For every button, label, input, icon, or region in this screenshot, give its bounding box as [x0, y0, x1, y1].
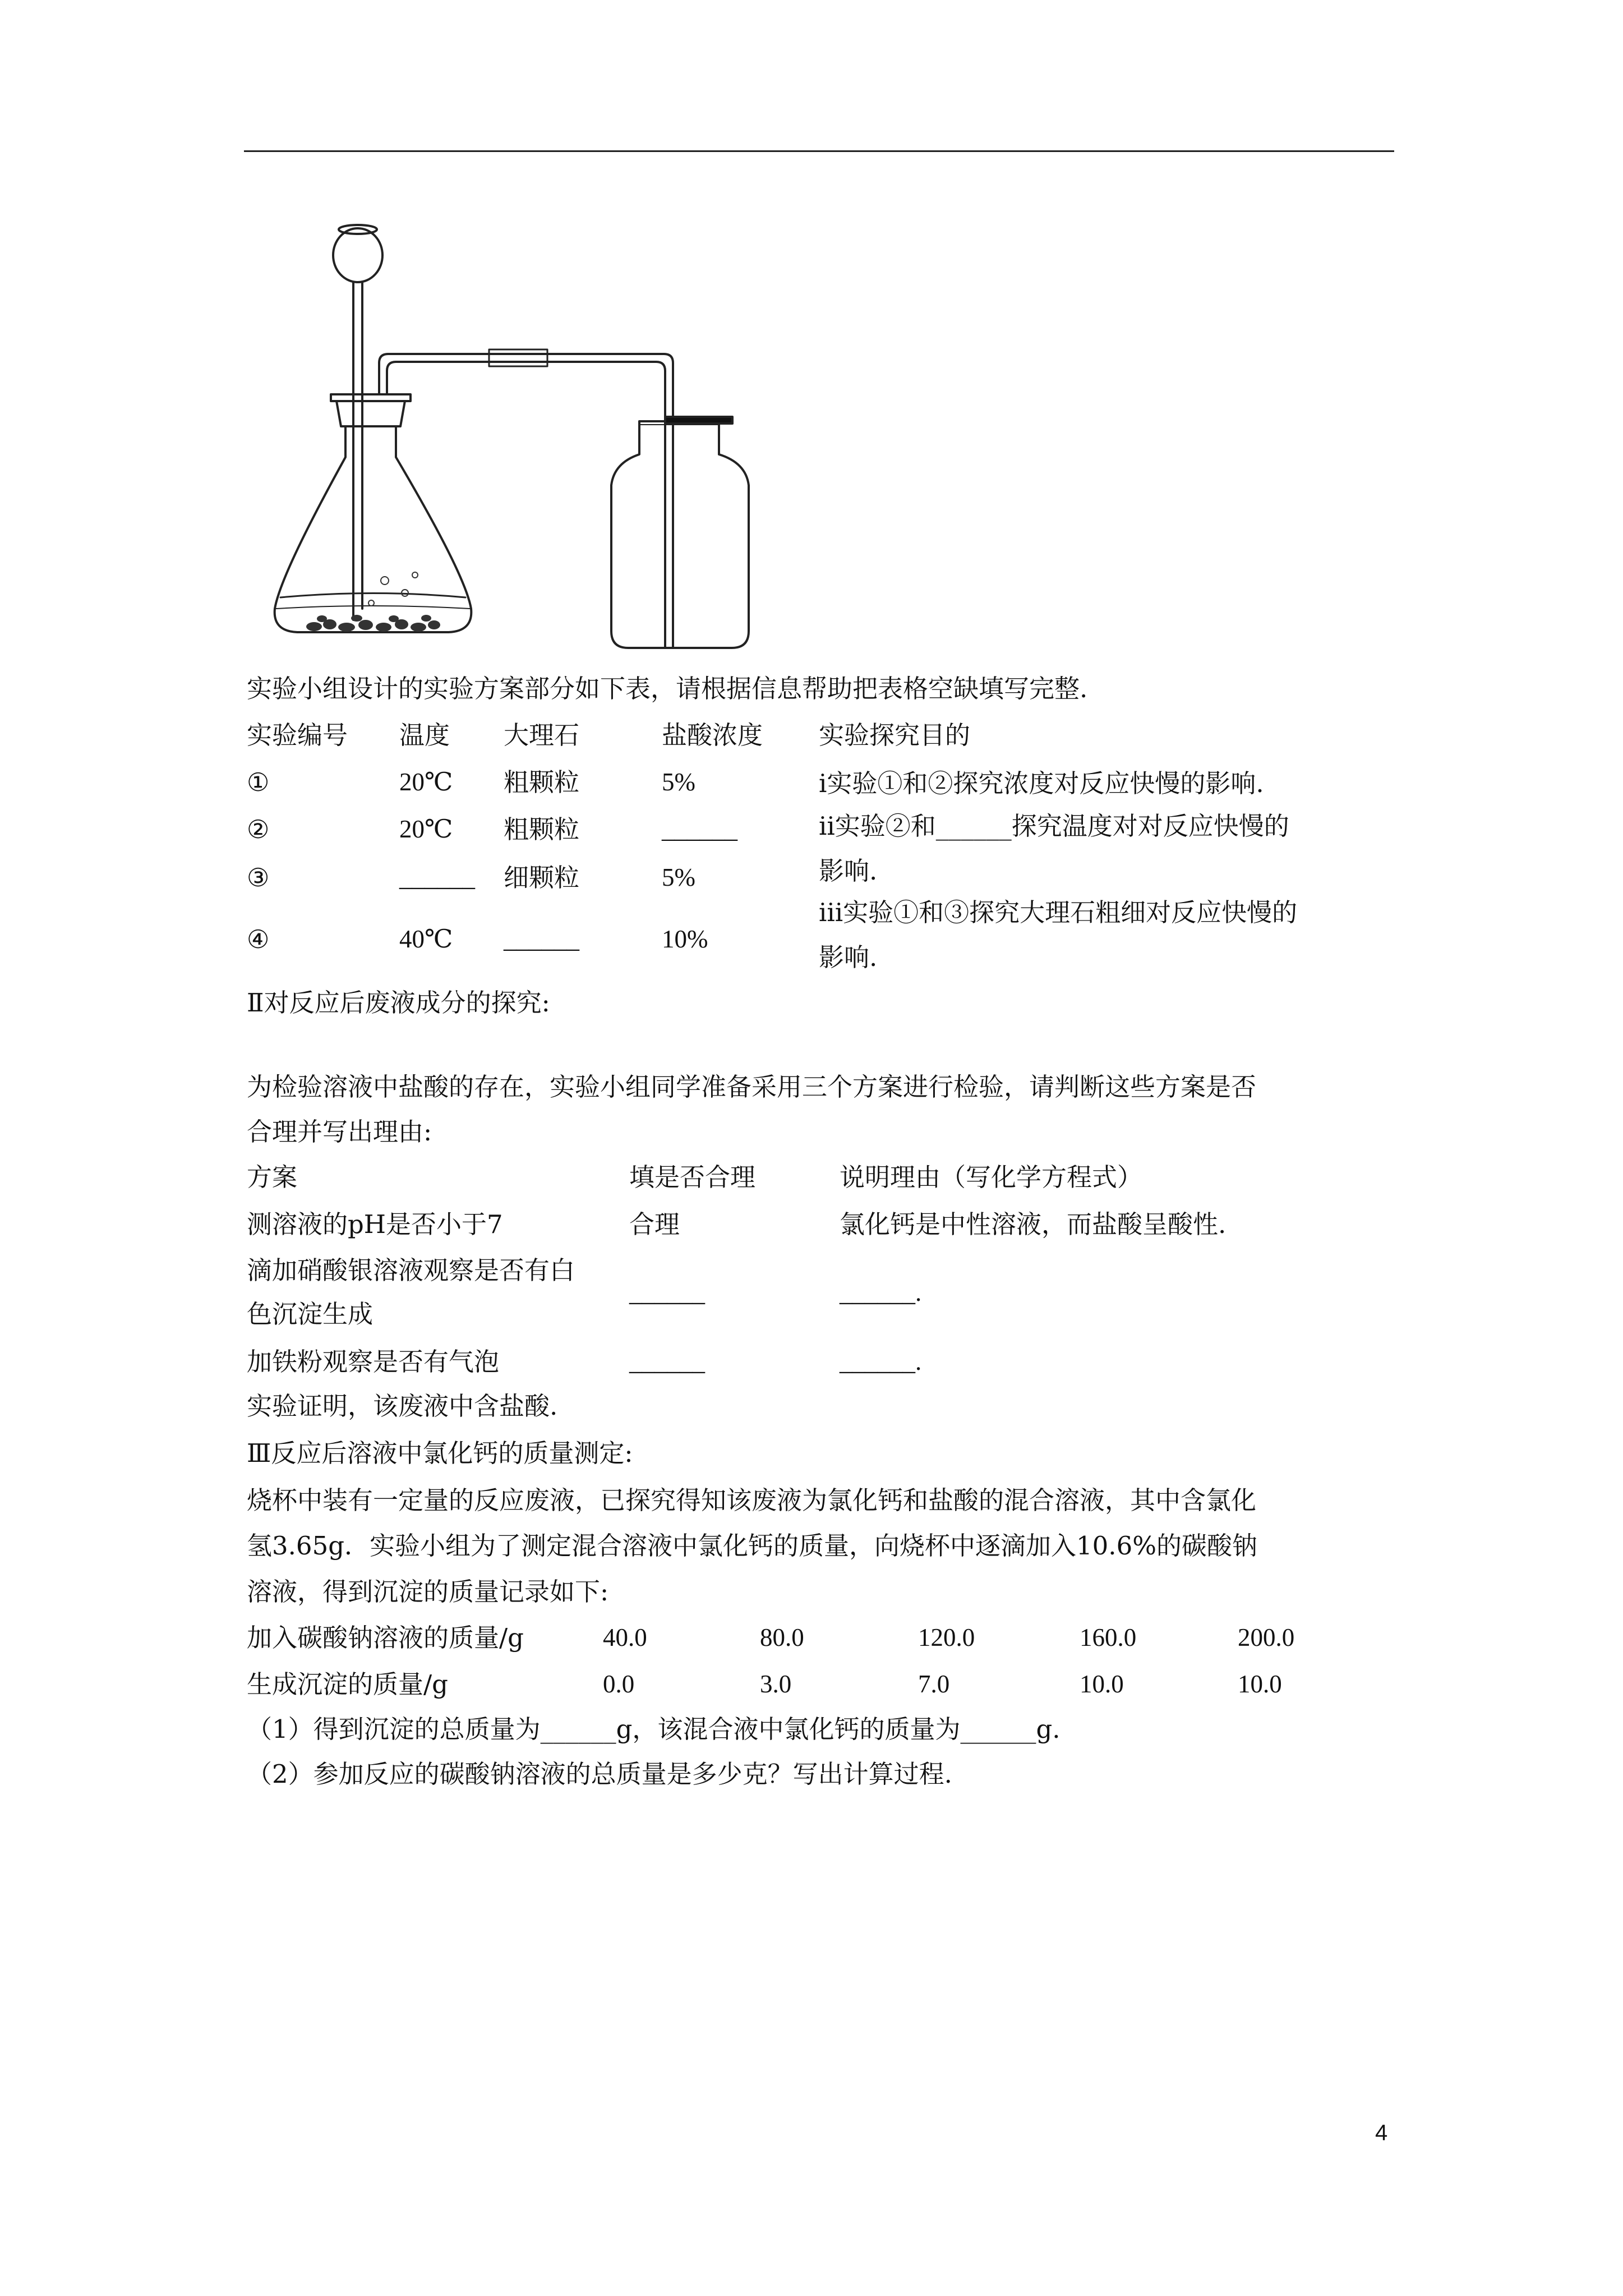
section2-header-valid: 填是否合理 — [629, 1162, 756, 1192]
bubbles-icon — [368, 572, 418, 606]
section2-row2-reason-blank[interactable]: ______. — [840, 1278, 922, 1306]
table1-row4-acid: 10% — [662, 925, 708, 953]
data-row2-value: 7.0 — [918, 1670, 950, 1698]
marble-chips-icon — [306, 615, 440, 632]
section2-intro-line2: 合理并写出理由: — [247, 1117, 432, 1147]
table1-intro: 实验小组设计的实验方案部分如下表，请根据信息帮助把表格空缺填写完整. — [247, 674, 1088, 703]
section2-row1-plan: 测溶液的pH是否小于7 — [247, 1209, 503, 1239]
data-row1-value: 40.0 — [603, 1623, 647, 1651]
table1-row4-id: ④ — [247, 924, 270, 954]
apparatus-diagram — [247, 216, 852, 654]
table1-row2-temp: 20℃ — [399, 815, 453, 843]
section2-row2-plan-line1: 滴加硝酸银溶液观察是否有白 — [247, 1255, 575, 1285]
section2-header-reason: 说明理由（写化学方程式） — [840, 1162, 1143, 1192]
data-row1-value: 80.0 — [760, 1623, 804, 1651]
table1-purpose-line2: ⅱ实验②和______探究温度对对反应快慢的 — [819, 811, 1289, 841]
section3-para-line3: 溶液，得到沉淀的质量记录如下: — [247, 1577, 609, 1607]
table1-row1-marble: 粗颗粒 — [504, 767, 580, 797]
section2-row1-valid: 合理 — [629, 1209, 680, 1239]
stopper-icon — [331, 394, 411, 426]
table1-header-acid: 盐酸浓度 — [662, 720, 763, 750]
table1-purpose-line1: ⅰ实验①和②探究浓度对反应快慢的影响. — [819, 769, 1264, 798]
header-rule — [244, 150, 1394, 152]
gas-jar-icon — [611, 421, 749, 648]
delivery-tube-icon — [379, 349, 673, 648]
table1-purpose-line5: 影响. — [819, 942, 878, 972]
section2-row3-reason-blank[interactable]: ______. — [840, 1347, 922, 1375]
section2-header-plan: 方案 — [247, 1162, 298, 1192]
table1-row4-marble-blank[interactable]: ______ — [504, 925, 579, 953]
data-row2-value: 10.0 — [1080, 1670, 1124, 1698]
data-row1-value: 200.0 — [1238, 1623, 1295, 1651]
section3-para-line2: 氢3.65g．实验小组为了测定混合溶液中氯化钙的质量，向烧杯中逐滴加入10.6%的碳酸钠 — [247, 1531, 1257, 1561]
section2-title: Ⅱ对反应后废液成分的探究: — [247, 988, 550, 1018]
table1-row3-acid: 5% — [662, 863, 695, 891]
table1-purpose-line4: ⅲ实验①和③探究大理石粗细对反应快慢的 — [819, 898, 1298, 927]
data-row2-value: 0.0 — [603, 1670, 635, 1698]
data-row2-label: 生成沉淀的质量/g — [247, 1669, 448, 1699]
table1-row1-temp: 20℃ — [399, 768, 453, 796]
section2-row2-valid-blank[interactable]: ______ — [629, 1278, 705, 1306]
section3-title: Ⅲ反应后溶液中氯化钙的质量测定: — [247, 1438, 633, 1468]
page-number: 4 — [1375, 2120, 1388, 2145]
table1-row3-id: ③ — [247, 863, 270, 892]
section2-intro-line1: 为检验溶液中盐酸的存在，实验小组同学准备采用三个方案进行检验，请判断这些方案是否 — [247, 1072, 1257, 1102]
question-2: （2）参加反应的碳酸钠溶液的总质量是多少克？写出计算过程. — [247, 1759, 952, 1789]
table1-row2-acid-blank[interactable]: ______ — [662, 815, 737, 843]
table1-row1-acid: 5% — [662, 768, 695, 796]
table1-row3-marble: 细颗粒 — [504, 863, 580, 892]
table1-row2-id: ② — [247, 815, 270, 844]
table1-row4-temp: 40℃ — [399, 925, 453, 953]
section2-row3-valid-blank[interactable]: ______ — [629, 1347, 705, 1375]
table1-row2-marble: 粗颗粒 — [504, 815, 580, 844]
table1-purpose-line3: 影响. — [819, 856, 878, 886]
section2-row3-plan: 加铁粉观察是否有气泡 — [247, 1347, 500, 1377]
section2-conclusion: 实验证明，该废液中含盐酸. — [247, 1391, 558, 1421]
question-1: （1）得到沉淀的总质量为______g，该混合液中氯化钙的质量为______g. — [247, 1714, 1061, 1744]
section2-row1-reason: 氯化钙是中性溶液，而盐酸呈酸性. — [840, 1209, 1227, 1239]
data-row1-value: 160.0 — [1080, 1623, 1137, 1651]
data-row1-value: 120.0 — [918, 1623, 975, 1651]
table1-header-id: 实验编号 — [247, 720, 348, 750]
table1-header-purpose: 实验探究目的 — [819, 720, 971, 750]
data-row1-label: 加入碳酸钠溶液的质量/g — [247, 1623, 524, 1653]
section2-row2-plan-line2: 色沉淀生成 — [247, 1299, 374, 1329]
data-row2-value: 3.0 — [760, 1670, 792, 1698]
table1-row3-temp-blank[interactable]: ______ — [399, 863, 475, 891]
data-row2-value: 10.0 — [1238, 1670, 1282, 1698]
table1-row1-id: ① — [247, 767, 270, 797]
section3-para-line1: 烧杯中装有一定量的反应废液，已探究得知该废液为氯化钙和盐酸的混合溶液，其中含氯化 — [247, 1485, 1257, 1515]
table1-header-marble: 大理石 — [504, 720, 580, 750]
glass-plate-icon — [665, 417, 732, 424]
table1-header-temp: 温度 — [399, 720, 450, 750]
